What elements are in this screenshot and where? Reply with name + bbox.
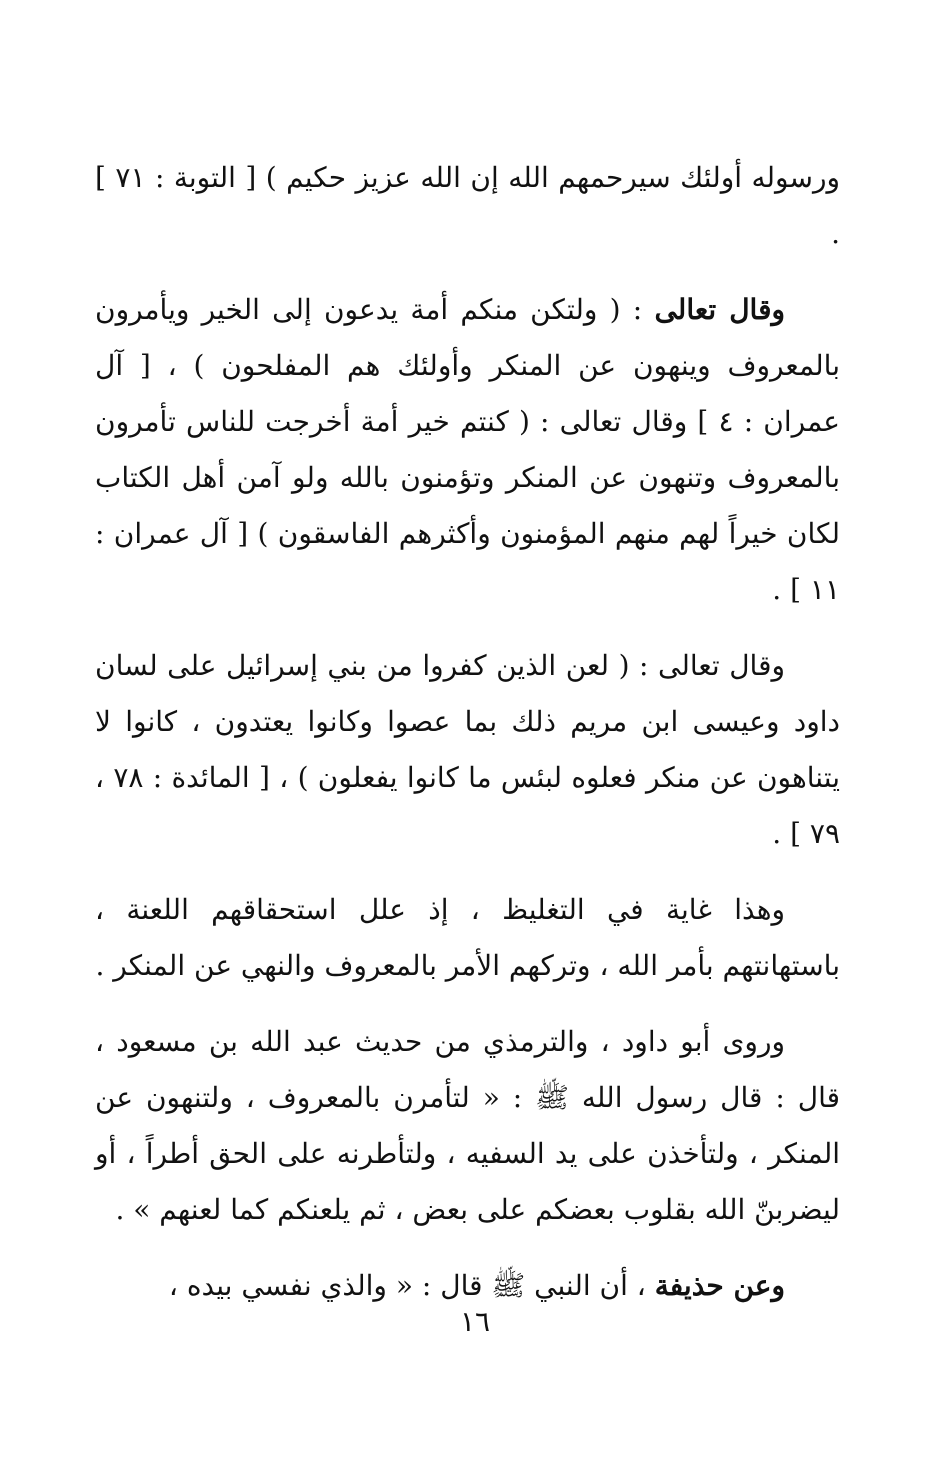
paragraph-3-text: وقال تعالى : ( لعن الذين كفروا من بني إسرائيل على لسان داود وعيسى ابن مريم ذلك بما عصوا وكانوا يعتدون ، كانوا لا يتناهون عن منكر فعلوه لبئس ما كانوا يفعلون ) ، [ المائدة : ٧٨ ، ٧٩ ] . bbox=[95, 649, 840, 850]
page-number: ١٦ bbox=[459, 1305, 491, 1338]
paragraph-5 bbox=[95, 1014, 840, 1238]
paragraph-6-lead: وعن حذيفة bbox=[654, 1269, 785, 1302]
paragraph-2-text: : ( ولتكن منكم أمة يدعون إلى الخير ويأمرون بالمعروف وينهون عن المنكر وأولئك هم المفلحون ) ، [ آل عمران : ٤ ] وقال تعالى : ( كنتم خير أمة أخرجت للناس تأمرون بالمعروف وتنهون عن المنكر وتؤمنون بالله ولو آمن أهل الكتاب لكان خيراً لهم منهم المؤمنون وأكثرهم الفاسقون ) [ آل عمران : ١١ ] . bbox=[95, 293, 840, 606]
paragraph-3 bbox=[95, 638, 840, 862]
paragraph-4-text: وهذا غاية في التغليظ ، إذ علل استحقاقهم اللعنة ، باستهانتهم بأمر الله ، وتركهم الأمر بالمعروف والنهي عن المنكر . bbox=[95, 893, 840, 982]
page-body bbox=[95, 150, 840, 1334]
paragraph-4 bbox=[95, 882, 840, 994]
paragraph-1-text: ورسوله أولئك سيرحمهم الله إن الله عزيز حكيم ) [ التوبة : ٧١ ] . bbox=[95, 161, 841, 250]
paragraph-2-lead: وقال تعالى bbox=[654, 293, 785, 326]
paragraph-6-text: ، أن النبي ﷺ قال : « والذي نفسي بيده ، bbox=[168, 1269, 655, 1302]
paragraph-5-text: وروى أبو داود ، والترمذي من حديث عبد الله بن مسعود ، قال : قال رسول الله ﷺ : « لتأمرن بالمعروف ، ولتنهون عن المنكر ، ولتأخذن على يد السفيه ، ولتأطرنه على الحق أطراً ، أو ليضربنّ الله بقلوب بعضكم على بعض ، ثم يلعنكم كما لعنهم » . bbox=[95, 1025, 840, 1226]
paragraph-1 bbox=[95, 150, 840, 262]
paragraph-2 bbox=[95, 282, 840, 618]
